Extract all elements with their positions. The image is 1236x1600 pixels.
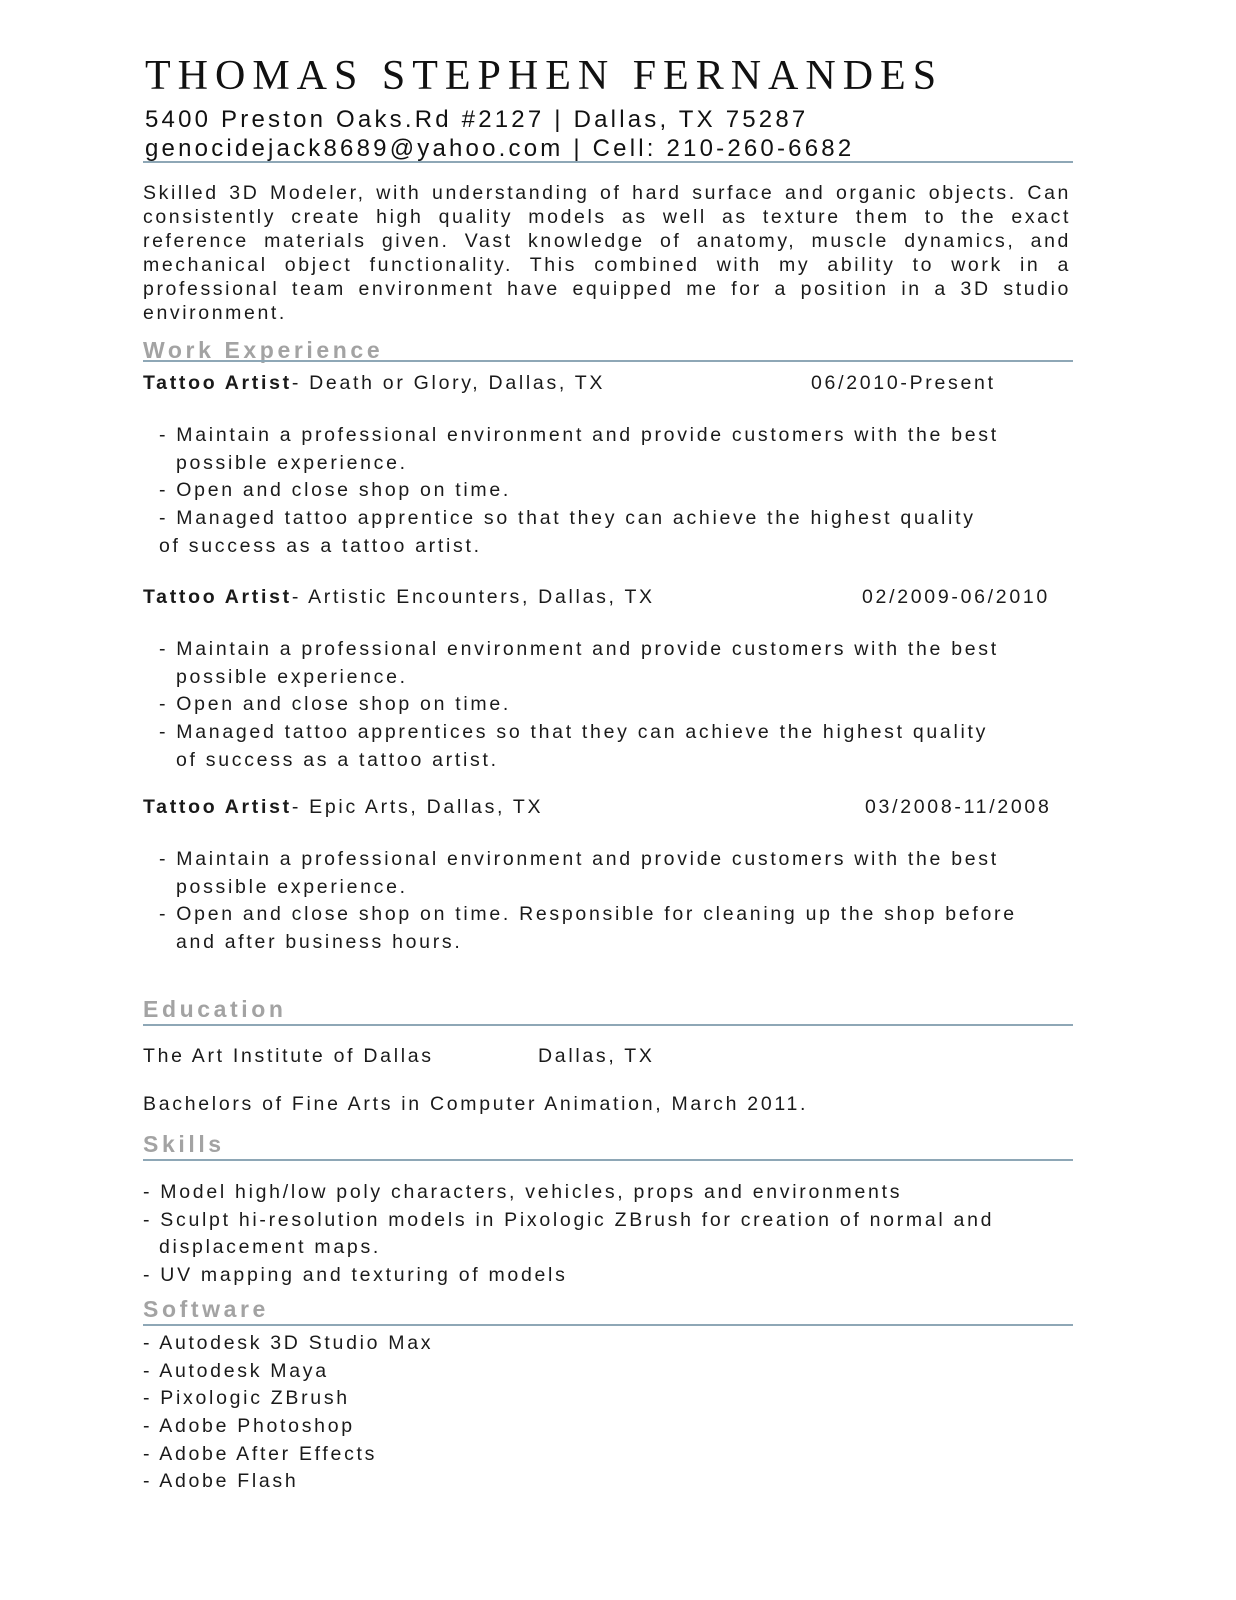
job-3-bullet-2-cont: and after business hours.	[176, 931, 463, 953]
skill-item-2-cont: displacement maps.	[159, 1236, 382, 1258]
job-1-bullet-2: - Open and close shop on time.	[159, 479, 511, 501]
job-3-employer: - Epic Arts, Dallas, TX	[291, 796, 544, 818]
job-2-dates: 02/2009-06/2010	[862, 586, 1050, 608]
header-divider	[143, 161, 1073, 163]
job-3-dates: 03/2008-11/2008	[865, 796, 1052, 818]
professional-summary: Skilled 3D Modeler, with understanding of hard surface and organic objects. Can consistently create high quality models as well as texture them to the exact reference materials given. Vast knowledge of anatomy, muscle dynamics, and mechanical object functionality. This combined with my ability to work in a professional team environment have equipped me for a position in a 3D studio environment.	[143, 182, 1071, 324]
software-heading: Software	[143, 1296, 269, 1322]
job-2-title: Tattoo Artist	[143, 586, 292, 608]
job-2-bullet-3-cont: of success as a tattoo artist.	[176, 749, 499, 771]
job-3-bullet-1: - Maintain a professional environment and provide customers with the best	[159, 848, 999, 870]
software-item-2: - Autodesk Maya	[143, 1360, 329, 1382]
job-1-header	[143, 371, 605, 395]
skill-item-2: - Sculpt hi-resolution models in Pixologic ZBrush for creation of normal and	[143, 1209, 995, 1231]
education-heading: Education	[143, 996, 287, 1022]
work-experience-heading: Work Experience	[143, 337, 384, 363]
job-3-bullet-2: - Open and close shop on time. Responsible for cleaning up the shop before	[159, 903, 1017, 925]
software-item-4: - Adobe Photoshop	[143, 1415, 355, 1437]
job-1-bullet-3-cont: of success as a tattoo artist.	[159, 535, 482, 557]
job-3-header	[143, 795, 543, 819]
job-1-bullet-1: - Maintain a professional environment and provide customers with the best	[159, 424, 999, 446]
skills-divider	[143, 1159, 1073, 1161]
job-1-bullet-1-cont: possible experience.	[176, 452, 408, 474]
job-2-bullet-3: - Managed tattoo apprentices so that they can achieve the highest quality	[159, 721, 989, 743]
job-2-header	[143, 585, 655, 609]
skill-item-1: - Model high/low poly characters, vehicles, props and environments	[143, 1181, 903, 1203]
job-3-title: Tattoo Artist	[143, 796, 292, 818]
education-location: Dallas, TX	[538, 1045, 655, 1067]
job-1-dates: 06/2010-Present	[811, 372, 996, 394]
candidate-name: THOMAS STEPHEN FERNANDES	[145, 53, 944, 99]
software-item-3: - Pixologic ZBrush	[143, 1387, 350, 1409]
software-item-5: - Adobe After Effects	[143, 1443, 378, 1465]
skills-heading: Skills	[143, 1131, 225, 1157]
job-2-bullet-1-cont: possible experience.	[176, 666, 408, 688]
work-experience-divider	[143, 360, 1073, 362]
skill-item-3: - UV mapping and texturing of models	[143, 1264, 568, 1286]
job-2-bullet-1: - Maintain a professional environment and provide customers with the best	[159, 638, 999, 660]
job-1-employer: - Death or Glory, Dallas, TX	[291, 372, 606, 394]
software-item-1: - Autodesk 3D Studio Max	[143, 1332, 434, 1354]
software-item-6: - Adobe Flash	[143, 1470, 299, 1492]
address-line: 5400 Preston Oaks.Rd #2127 | Dallas, TX 75287	[145, 106, 809, 133]
job-2-bullet-2: - Open and close shop on time.	[159, 693, 511, 715]
education-divider	[143, 1024, 1073, 1026]
education-degree: Bachelors of Fine Arts in Computer Animation, March 2011.	[143, 1093, 809, 1115]
education-school: The Art Institute of Dallas	[143, 1045, 434, 1067]
job-2-employer: - Artistic Encounters, Dallas, TX	[291, 586, 655, 608]
software-divider	[143, 1324, 1073, 1326]
contact-line: genocidejack8689@yahoo.com | Cell: 210-260-6682	[145, 135, 855, 162]
job-3-bullet-1-cont: possible experience.	[176, 876, 408, 898]
job-1-title: Tattoo Artist	[143, 372, 292, 394]
job-1-bullet-3: - Managed tattoo apprentice so that they can achieve the highest quality	[159, 507, 976, 529]
